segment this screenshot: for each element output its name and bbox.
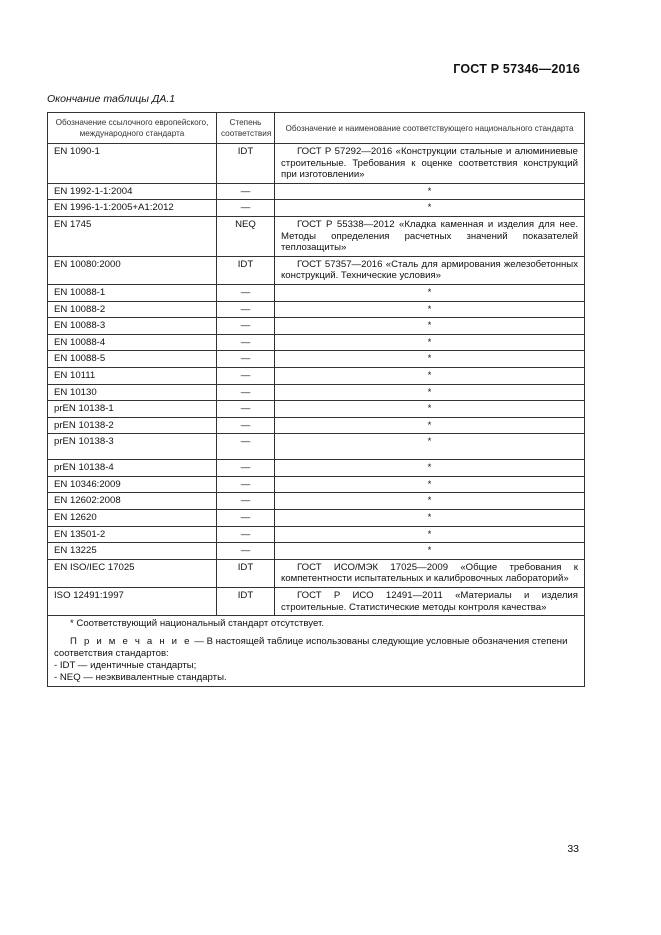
table-footer-row bbox=[48, 616, 585, 687]
cell-standard: EN 1090-1 bbox=[48, 144, 217, 184]
cell-standard: ISO 12491:1997 bbox=[48, 588, 217, 616]
cell-national: * bbox=[275, 351, 585, 368]
cell-standard: EN 13225 bbox=[48, 543, 217, 560]
cell-degree: IDT bbox=[217, 144, 275, 184]
cell-standard: EN 10111 bbox=[48, 367, 217, 384]
cell-national: * bbox=[275, 301, 585, 318]
cell-standard: EN 10088-4 bbox=[48, 334, 217, 351]
table-row bbox=[48, 559, 585, 587]
cell-degree: — bbox=[217, 434, 275, 460]
cell-national: * bbox=[275, 493, 585, 510]
cell-standard: EN 10088-1 bbox=[48, 284, 217, 301]
cell-degree: — bbox=[217, 200, 275, 217]
note-label: П р и м е ч а н и е bbox=[70, 636, 192, 648]
cell-standard: prEN 10138-3 bbox=[48, 434, 217, 460]
cell-degree: — bbox=[217, 351, 275, 368]
table-row bbox=[48, 401, 585, 418]
cell-national: * bbox=[275, 401, 585, 418]
table-row bbox=[48, 510, 585, 527]
cell-standard: EN 10080:2000 bbox=[48, 256, 217, 284]
table-row bbox=[48, 351, 585, 368]
cell-standard: EN 1992-1-1:2004 bbox=[48, 183, 217, 200]
cell-degree: — bbox=[217, 183, 275, 200]
table-row bbox=[48, 216, 585, 256]
table-row bbox=[48, 318, 585, 335]
table-row bbox=[48, 476, 585, 493]
table-row bbox=[48, 417, 585, 434]
cell-degree: — bbox=[217, 417, 275, 434]
table-caption: Окончание таблицы ДА.1 bbox=[47, 93, 176, 105]
cell-degree: — bbox=[217, 510, 275, 527]
cell-degree: — bbox=[217, 334, 275, 351]
legend-item-idt: - IDT — идентичные стандарты; bbox=[54, 660, 197, 672]
cell-degree: NEQ bbox=[217, 216, 275, 256]
table-header-row bbox=[48, 113, 585, 144]
cell-degree: — bbox=[217, 493, 275, 510]
table-notes bbox=[48, 616, 585, 687]
page-number: 33 bbox=[567, 843, 579, 855]
cell-national: * bbox=[275, 367, 585, 384]
cell-standard: EN 10346:2009 bbox=[48, 476, 217, 493]
cell-degree: IDT bbox=[217, 256, 275, 284]
table-row bbox=[48, 183, 585, 200]
table-row bbox=[48, 144, 585, 184]
cell-degree: — bbox=[217, 284, 275, 301]
cell-national: * bbox=[275, 384, 585, 401]
note bbox=[54, 636, 578, 660]
cell-standard: prEN 10138-4 bbox=[48, 460, 217, 477]
cell-national: * bbox=[275, 476, 585, 493]
table-row bbox=[48, 434, 585, 460]
document-code: ГОСТ Р 57346—2016 bbox=[453, 62, 580, 76]
cell-national: ГОСТ Р ИСО 12491—2011 «Материалы и изделия строительные. Статистические методы контроля качества» bbox=[275, 588, 585, 616]
cell-national: * bbox=[275, 200, 585, 217]
cell-standard: prEN 10138-2 bbox=[48, 417, 217, 434]
cell-national: * bbox=[275, 284, 585, 301]
cell-national: ГОСТ ИСО/МЭК 17025—2009 «Общие требования к компетентности испытательных и калибровочных лабораторий» bbox=[275, 559, 585, 587]
cell-degree: — bbox=[217, 543, 275, 560]
cell-degree: — bbox=[217, 526, 275, 543]
cell-national: * bbox=[275, 510, 585, 527]
cell-national: ГОСТ Р 57292—2016 «Конструкции стальные и алюминиевые строительные. Требования к оценке соответствия конструкций при изготовлении» bbox=[275, 144, 585, 184]
column-header-degree: Степень соответствия bbox=[217, 113, 275, 144]
column-header-national: Обозначение и наименование соответствующего национального стандарта bbox=[275, 113, 585, 144]
footnote: * Соответствующий национальный стандарт отсутствует. bbox=[70, 618, 324, 630]
column-header-standard: Обозначение ссылочного европейского, международного стандарта bbox=[48, 113, 217, 144]
cell-national: ГОСТ 57357—2016 «Сталь для армирования железобетонных конструкций. Технические условия» bbox=[275, 256, 585, 284]
cell-national: * bbox=[275, 318, 585, 335]
cell-standard: EN 12620 bbox=[48, 510, 217, 527]
table-row bbox=[48, 256, 585, 284]
cell-standard: prEN 10138-1 bbox=[48, 401, 217, 418]
cell-standard: EN 10088-5 bbox=[48, 351, 217, 368]
cell-standard: EN ISO/IEC 17025 bbox=[48, 559, 217, 587]
table-row bbox=[48, 367, 585, 384]
cell-standard: EN 1996-1-1:2005+A1:2012 bbox=[48, 200, 217, 217]
cell-degree: IDT bbox=[217, 588, 275, 616]
cell-degree: — bbox=[217, 367, 275, 384]
table-row bbox=[48, 334, 585, 351]
table-row bbox=[48, 301, 585, 318]
table-row bbox=[48, 284, 585, 301]
cell-national: * bbox=[275, 434, 585, 460]
table-row bbox=[48, 384, 585, 401]
cell-degree: — bbox=[217, 301, 275, 318]
cell-degree: — bbox=[217, 318, 275, 335]
cell-standard: EN 10088-3 bbox=[48, 318, 217, 335]
cell-degree: IDT bbox=[217, 559, 275, 587]
cell-standard: EN 12602:2008 bbox=[48, 493, 217, 510]
cell-national: * bbox=[275, 543, 585, 560]
cell-degree: — bbox=[217, 384, 275, 401]
cell-standard: EN 10130 bbox=[48, 384, 217, 401]
table-body bbox=[48, 144, 585, 616]
cell-national: * bbox=[275, 334, 585, 351]
table-row bbox=[48, 543, 585, 560]
cell-national: * bbox=[275, 526, 585, 543]
table-row bbox=[48, 588, 585, 616]
cell-national: * bbox=[275, 460, 585, 477]
cell-degree: — bbox=[217, 460, 275, 477]
note-text: — В настоящей таблице использованы следующие условные обозначения степени соответствия стандартов: bbox=[54, 636, 568, 660]
legend-item-neq: - NEQ — неэквивалентные стандарты. bbox=[54, 672, 227, 684]
table-row bbox=[48, 526, 585, 543]
table-row bbox=[48, 460, 585, 477]
cell-standard: EN 1745 bbox=[48, 216, 217, 256]
table-row bbox=[48, 200, 585, 217]
cell-standard: EN 10088-2 bbox=[48, 301, 217, 318]
cell-national: * bbox=[275, 183, 585, 200]
reference-standards-table bbox=[47, 112, 585, 687]
cell-degree: — bbox=[217, 476, 275, 493]
cell-degree: — bbox=[217, 401, 275, 418]
table-row bbox=[48, 493, 585, 510]
cell-national: * bbox=[275, 417, 585, 434]
cell-standard: EN 13501-2 bbox=[48, 526, 217, 543]
cell-national: ГОСТ Р 55338—2012 «Кладка каменная и изделия для нее. Методы определения расчетных значений показателей теплозащиты» bbox=[275, 216, 585, 256]
